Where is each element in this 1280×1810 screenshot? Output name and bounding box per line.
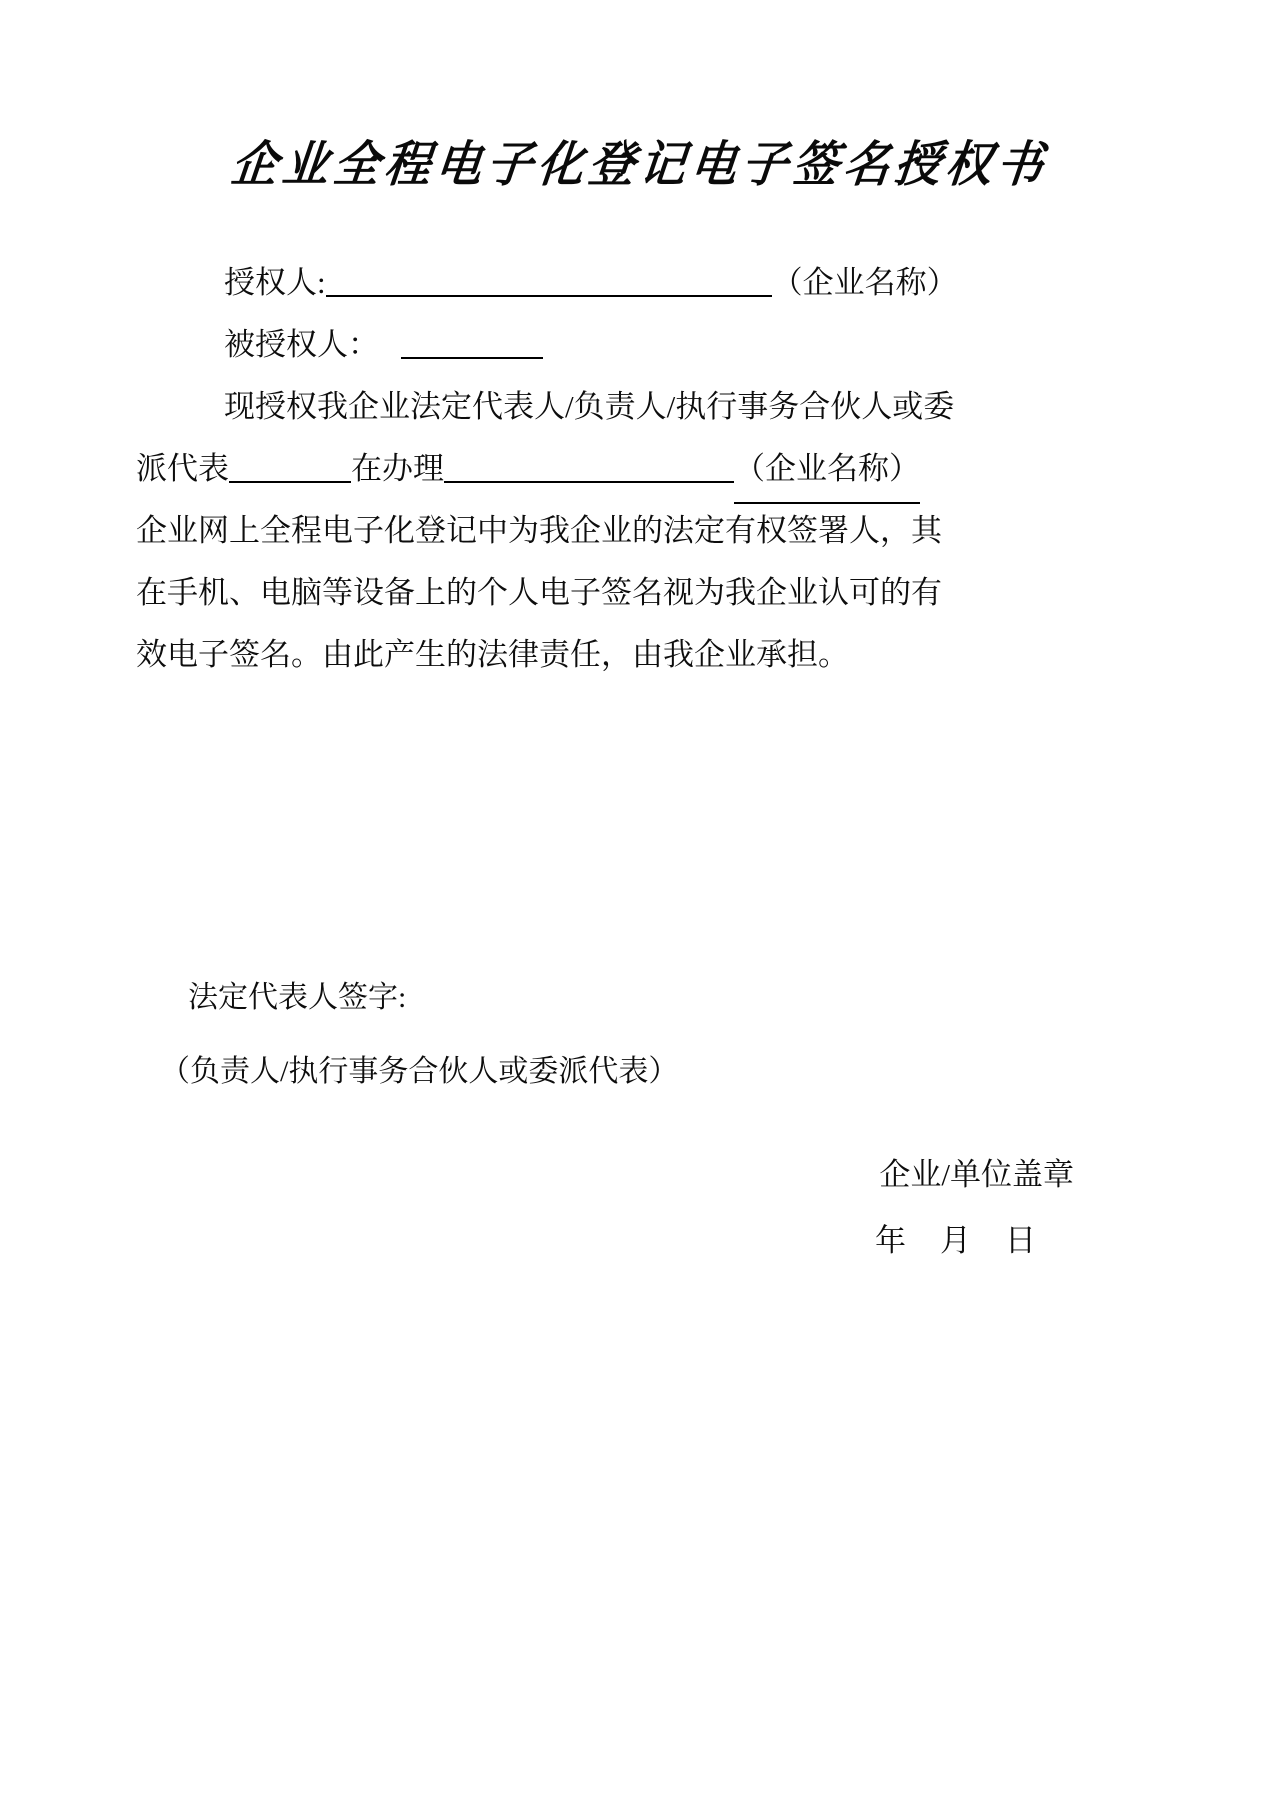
paragraph-line-3: [136, 500, 1120, 562]
alternate-roles-line: [160, 1040, 1060, 1104]
stamp-section: [0, 1142, 1074, 1274]
alternate-roles-note: （负责人/执行事务合伙人或委派代表）: [160, 1055, 679, 1088]
paragraph-text-4: 在手机、电脑等设备上的个人电子签名视为我企业认可的有: [136, 575, 942, 610]
authorizer-note: （企业名称）: [771, 265, 958, 300]
paragraph-text-1: 现授权我企业法定代表人/负责人/执行事务合伙人或委: [224, 389, 955, 424]
date-line[interactable]: [0, 1208, 1074, 1274]
paragraph-line-2: [136, 438, 1120, 500]
document-body: [136, 252, 1120, 686]
paragraph-line-5: [136, 624, 1120, 686]
company-seal-label: 企业/单位盖章: [879, 1157, 1074, 1192]
authorizer-blank-input[interactable]: [326, 269, 772, 297]
authorizer-label: 授权人:: [224, 265, 326, 300]
company-name-note: （企业名称）: [734, 438, 920, 504]
paragraph-text-5: 效电子签名。由此产生的法律责任，由我企业承担。: [136, 637, 849, 672]
handling-label: 在办理: [351, 451, 444, 486]
authorized-person-label: 被授权人：: [224, 327, 379, 362]
authorizer-line: [160, 252, 1120, 314]
paragraph-line-1: [160, 376, 1120, 438]
date-month-label: 月: [940, 1223, 971, 1258]
legal-rep-signature-label: 法定代表人签字:: [188, 981, 407, 1014]
page-title: 企业全程电子化登记电子签名授权书: [228, 135, 1051, 193]
paragraph-text-3: 企业网上全程电子化登记中为我企业的法定有权签署人，其: [136, 513, 942, 548]
delegate-label: 派代表: [136, 451, 229, 486]
company-seal-line: [0, 1142, 1074, 1208]
authorized-person-blank-input[interactable]: [401, 331, 543, 359]
date-year-label: 年: [875, 1223, 906, 1258]
legal-rep-signature-line[interactable]: [160, 966, 1060, 1030]
paragraph-line-4: [136, 562, 1120, 624]
date-day-label: 日: [1005, 1223, 1036, 1258]
signature-section: [160, 966, 1060, 1104]
authorized-person-line: [160, 314, 1120, 376]
delegate-blank-input[interactable]: [229, 455, 351, 483]
company-name-blank-input[interactable]: [444, 455, 734, 483]
